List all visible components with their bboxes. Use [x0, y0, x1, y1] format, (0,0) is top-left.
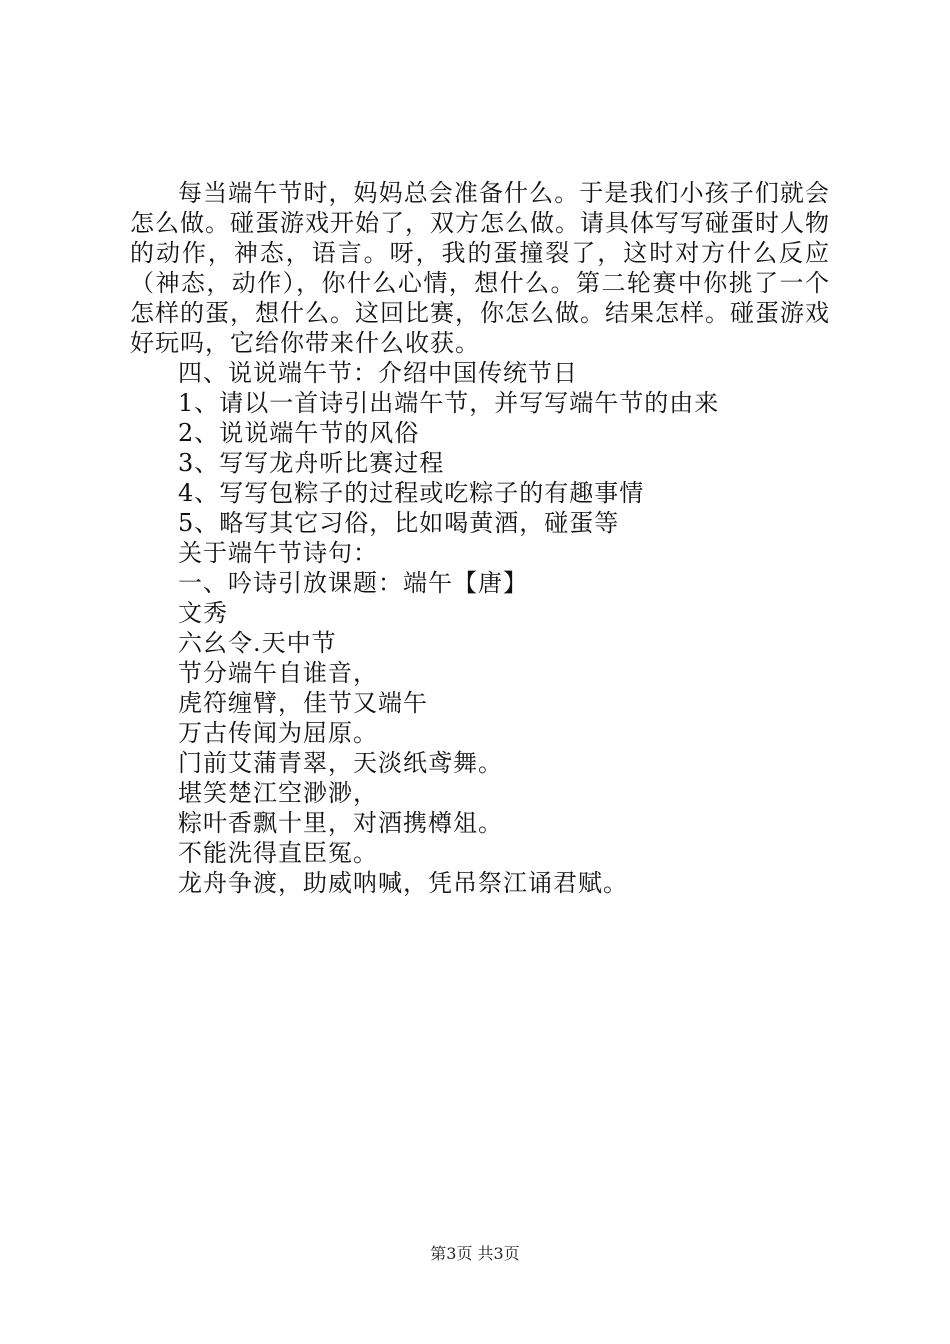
document-body: [130, 178, 830, 898]
page-footer: 第3页 共3页: [430, 1244, 520, 1263]
poem-line: 龙舟争渡，助威呐喊，凭吊祭江诵君赋。: [178, 869, 628, 897]
poem-title: 六幺令.天中节: [178, 629, 337, 657]
poem-line: 万古传闻为屈原。: [178, 719, 378, 747]
poem-line: 虎符缠臂，佳节又端午: [178, 689, 428, 717]
poems-heading: 关于端午节诗句：: [178, 539, 378, 567]
poem-line: 粽叶香飘十里，对酒携樽俎。: [178, 809, 503, 837]
list-item-2: 2、说说端午节的风俗: [178, 419, 420, 447]
list-item-3: 3、写写龙舟听比赛过程: [178, 449, 445, 477]
poem-line: 门前艾蒲青翠，天淡纸鸢舞。: [178, 749, 503, 777]
list-item-1: 1、请以一首诗引出端午节，并写写端午节的由来: [178, 389, 720, 417]
list-item-4: 4、写写包粽子的过程或吃粽子的有趣事情: [178, 479, 645, 507]
poem-line: 堪笑楚江空渺渺，: [178, 779, 378, 807]
section-heading-festival: 四、说说端午节：介绍中国传统节日: [178, 359, 578, 387]
poem-intro-line: 一、吟诗引放课题：端午【唐】: [178, 569, 528, 597]
poem-line: 节分端午自谁音，: [178, 659, 378, 687]
list-item-5: 5、略写其它习俗，比如喝黄酒，碰蛋等: [178, 509, 620, 537]
poem-author: 文秀: [178, 599, 228, 627]
intro-paragraph: 每当端午节时，妈妈总会准备什么。于是我们小孩子们就会怎么做。碰蛋游戏开始了，双方怎么做。请具体写写碰蛋时人物的动作，神态，语言。呀，我的蛋撞裂了，这时对方什么反应（神态，动作），你什么心情，想什么。第二轮赛中你挑了一个怎样的蛋，想什么。这回比赛，你怎么做。结果怎样。碰蛋游戏好玩吗，它给你带来什么收获。: [130, 179, 830, 357]
poem-line: 不能洗得直臣冤。: [178, 839, 378, 867]
